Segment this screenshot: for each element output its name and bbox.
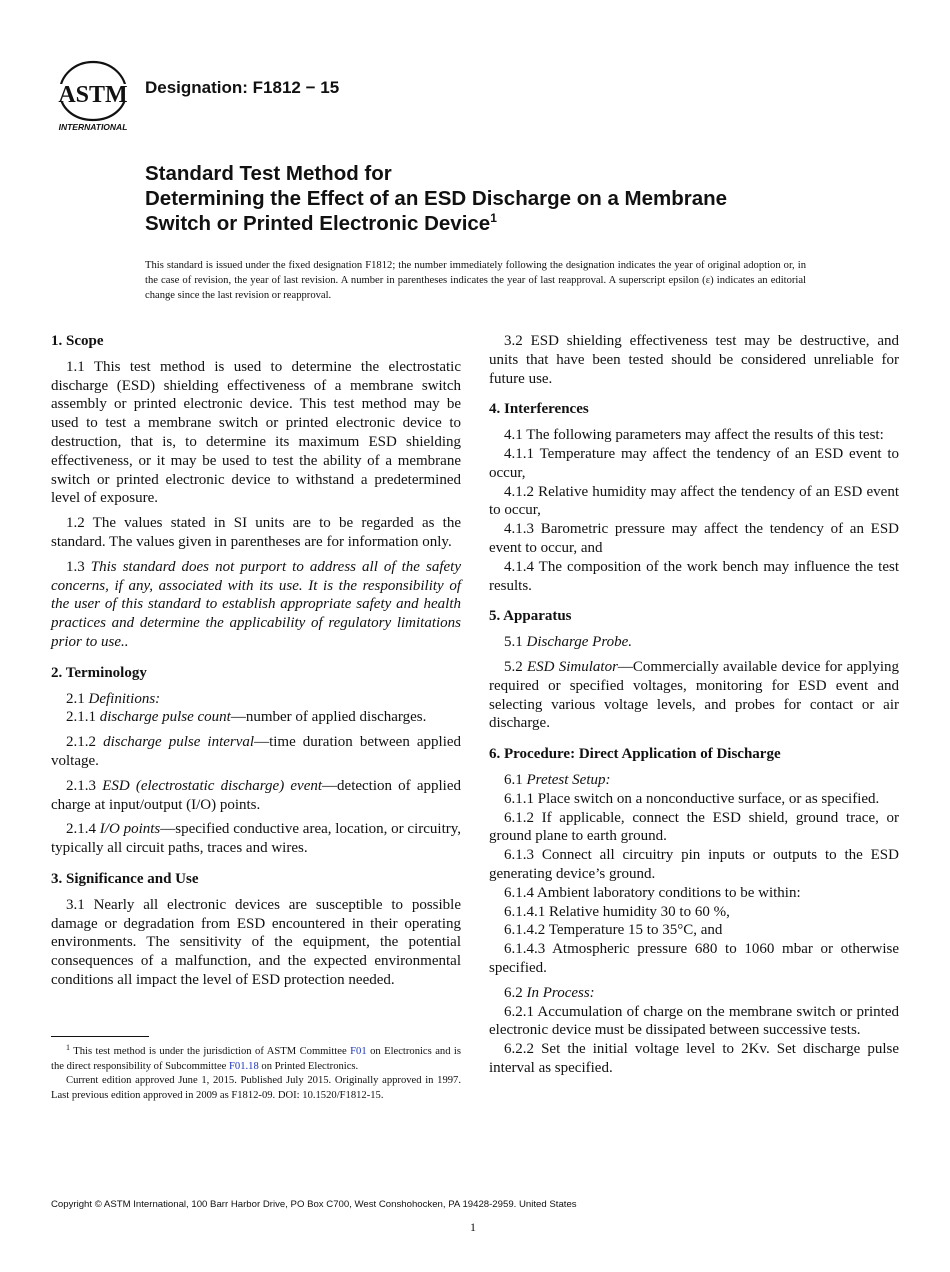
paragraph-5-2 — [489, 658, 899, 733]
paragraph-number: 1.3 — [66, 558, 85, 575]
footnote — [51, 1045, 461, 1103]
safety-caveat: This standard does not purport to address all of the safety concerns, if any, associated with its use. It is the responsibility of the user of this standard to establish appropriate safety and health practices and determine the applicability of regulatory limitations prior to use.. — [51, 558, 461, 650]
paragraph-1-1: 1.1 This test method is used to determine the electrostatic discharge (ESD) shielding effectiveness of a membrane switch assembly or printed electronic device. This test method may be used to test a membrane switch or printed electronic device to destruction, that is, to determine its maximum ESD shielding effectiveness, or it may be used to test the ability of a membrane switch or printed electronic device to withstand a predetermined level of exposure. — [51, 358, 461, 507]
paragraph-6-2 — [489, 984, 899, 1003]
definition: —number of applied discharges. — [230, 709, 427, 726]
title-footnote-mark: 1 — [490, 211, 497, 225]
paragraph-2-1 — [51, 690, 461, 709]
left-column — [51, 332, 461, 996]
astm-logo-icon — [52, 58, 134, 132]
term: I/O points — [99, 821, 161, 838]
paragraph-number: 2.1.3 — [66, 777, 96, 794]
paragraph-3-2: 3.2 ESD shielding effectiveness test may be destructive, and units that have been tested should be considered unreliable for future use. — [489, 333, 899, 387]
paragraph-6-2-1: 6.2.1 Accumulation of charge on the membrane switch or printed electronic device must be dissipated between successive tests. — [489, 1003, 899, 1039]
paragraph-6-1-2: 6.1.2 If applicable, connect the ESD shield, ground trace, or ground plane to earth ground. — [489, 809, 899, 845]
paragraph-6-1-4-1: 6.1.4.1 Relative humidity 30 to 60 %, — [504, 903, 730, 920]
definition: —detection of applied charge at input/output (I/O) points. — [51, 777, 462, 813]
committee-link[interactable]: F01 — [350, 1046, 367, 1057]
paragraph-number: 6.1 — [504, 771, 523, 788]
designation-notice: This standard is issued under the fixed designation F1812; the number immediately following the designation indicates the year of original adoption or, in the case of revision, the year of last revision. A number in parentheses indicates the year of last reapproval. A superscript epsilon (ε) indicates an editorial change since the last revision or reapproval. — [145, 260, 806, 301]
footnote-text: This test method is under the jurisdiction of ASTM Committee — [73, 1046, 347, 1057]
definition: —time duration between applied voltage. — [51, 734, 462, 769]
paragraph-4-1-4: 4.1.4 The composition of the work bench may influence the test results. — [489, 558, 899, 594]
document-title — [145, 161, 865, 236]
paragraph-4-1-3: 4.1.3 Barometric pressure may affect the tendency of an ESD event to occur, and — [489, 521, 899, 556]
right-column — [489, 332, 899, 1078]
apparatus-item: Discharge Probe. — [526, 634, 633, 651]
paragraph-6-1-1: 6.1.1 Place switch on a nonconductive surface, or as specified. — [504, 790, 880, 807]
paragraph-number: 5.1 — [504, 634, 523, 651]
paragraph-6-1-4: 6.1.4 Ambient laboratory conditions to be within: — [504, 884, 801, 901]
paragraph-2-1-1 — [51, 708, 461, 727]
designation: Designation: F1812 − 15 — [145, 78, 340, 97]
section-heading-procedure: 6. Procedure: Direct Application of Discharge — [489, 746, 781, 763]
page-number: 1 — [470, 1220, 476, 1234]
footnote-text: on Printed Electronics. — [261, 1060, 359, 1072]
paragraph-1-3 — [51, 558, 461, 652]
definition: —specified conductive area, location, or circuitry, typically all circuit paths, traces and wires. — [51, 821, 462, 857]
section-heading-significance: 3. Significance and Use — [51, 870, 199, 887]
title-line-1: Standard Test Method for — [145, 162, 392, 185]
paragraph-number: 6.2 — [504, 984, 523, 1001]
term: discharge pulse count — [99, 709, 231, 726]
section-heading-scope: 1. Scope — [51, 333, 104, 349]
title-line-2: Determining the Effect of an ESD Discharge on a Membrane — [145, 187, 728, 210]
section-heading-terminology: 2. Terminology — [51, 664, 147, 681]
definitions-label: Definitions: — [88, 690, 161, 707]
paragraph-6-2-2: 6.2.2 Set the initial voltage level to 2Kv. Set discharge pulse interval as specified. — [489, 1041, 899, 1076]
copyright-notice: Copyright © ASTM International, 100 Barr Harbor Drive, PO Box C700, West Conshohocken, PA 19428-2959. United States — [51, 1199, 577, 1210]
title-line-3-text: Switch or Printed Electronic Device — [145, 212, 491, 235]
title-line-3 — [145, 211, 865, 236]
term: discharge pulse interval — [103, 734, 255, 751]
logo-international-text: INTERNATIONAL — [58, 122, 128, 132]
paragraph-number: 2.1.4 — [66, 821, 96, 838]
paragraph-number: 2.1 — [66, 690, 85, 707]
step-label: In Process: — [526, 984, 595, 1001]
paragraph-number: 2.1.1 — [66, 709, 96, 726]
term: ESD (electrostatic discharge) event — [102, 777, 323, 794]
paragraph-4-1-1: 4.1.1 Temperature may affect the tendency of an ESD event to occur, — [489, 445, 899, 481]
paragraph-6-1-4-3: 6.1.4.3 Atmospheric pressure 680 to 1060 mbar or otherwise specified. — [489, 941, 899, 976]
paragraph-4-1-2: 4.1.2 Relative humidity may affect the tendency of an ESD event to occur, — [489, 483, 899, 519]
paragraph-4-1: 4.1 The following parameters may affect the results of this test: — [504, 427, 884, 444]
footnote-mark: 1 — [66, 1043, 70, 1052]
paragraph-2-1-2 — [51, 733, 461, 771]
paragraph-3-1: 3.1 Nearly all electronic devices are susceptible to possible damage or degradation from ESD encountered in their operating environments. The sensitivity of the equipment, the potential consequences of a malfunction, and the expected environmental conditions all impact the level of ESD protection needed. — [51, 896, 461, 988]
apparatus-item: ESD Simulator — [527, 658, 618, 675]
definition: —Commercially available device for applying required or specified voltages, monitoring for ESD event and selecting various voltage levels, and probes for contact or air discharge. — [489, 658, 899, 732]
paragraph-5-1 — [489, 633, 899, 652]
paragraph-number: 2.1.2 — [66, 734, 96, 751]
paragraph-2-1-3 — [51, 777, 461, 815]
logo-astm-text: ASTM — [58, 82, 128, 108]
section-heading-interferences: 4. Interferences — [489, 401, 589, 418]
paragraph-1-2: 1.2 The values stated in SI units are to be regarded as the standard. The values given in parentheses are for information only. — [51, 515, 461, 550]
paragraph-number: 5.2 — [504, 658, 523, 675]
subcommittee-link[interactable]: F01.18 — [229, 1060, 259, 1072]
footnote-edition: Current edition approved June 1, 2015. Published July 2015. Originally approved in 1997. Last previous edition approved in 2009 as F1812-09. DOI: 10.1520/F1812-15. — [51, 1075, 461, 1101]
paragraph-6-1-4-2: 6.1.4.2 Temperature 15 to 35°C, and — [504, 922, 723, 939]
footnote-rule — [51, 1036, 149, 1037]
step-label: Pretest Setup: — [526, 771, 611, 788]
astm-logo — [52, 58, 134, 132]
paragraph-6-1 — [489, 771, 899, 790]
paragraph-6-1-3: 6.1.3 Connect all circuitry pin inputs or outputs to the ESD generating device’s ground. — [489, 847, 899, 882]
section-heading-apparatus: 5. Apparatus — [489, 608, 572, 625]
footnote-1 — [51, 1045, 461, 1074]
footnote-text: on Electronics and is the direct responsibility of Subcommittee — [51, 1046, 462, 1072]
paragraph-2-1-4 — [51, 820, 461, 858]
